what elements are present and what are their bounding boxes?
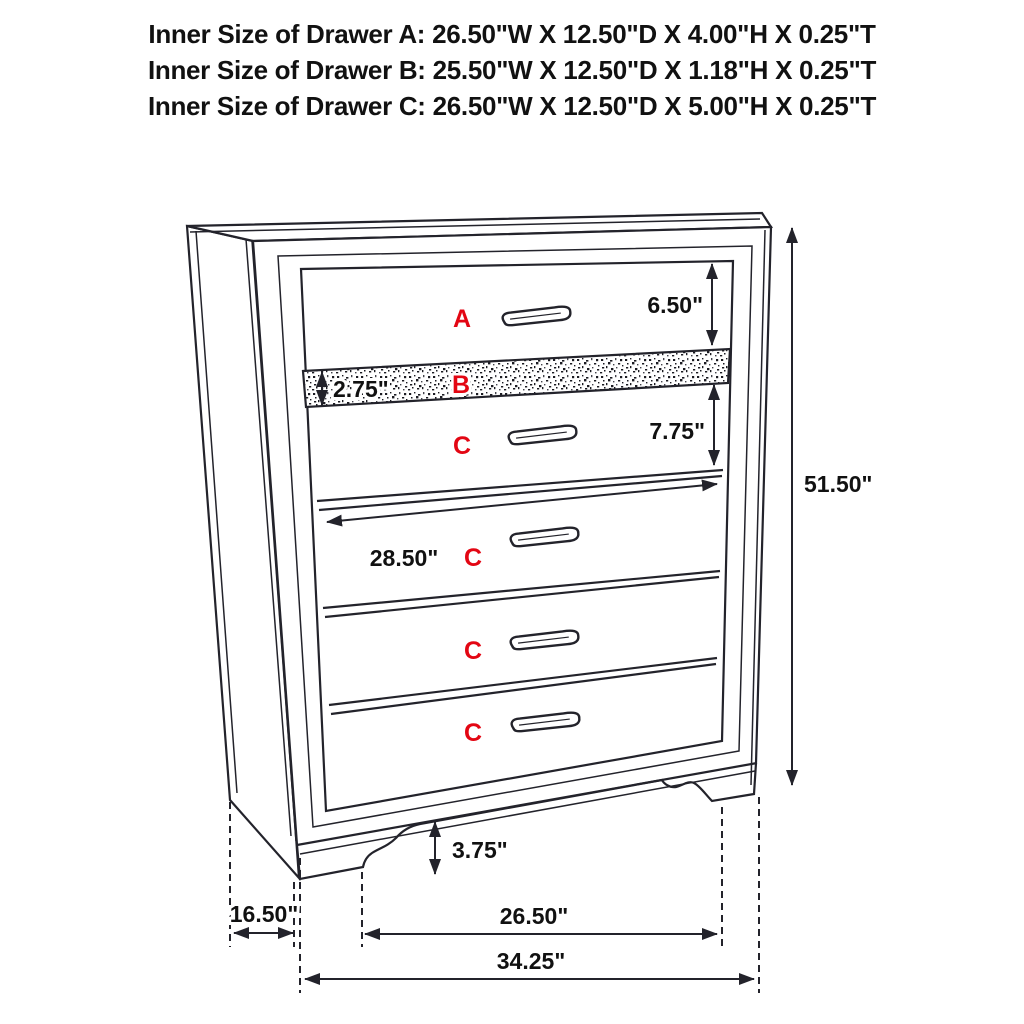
drawer-a-label: A: [452, 305, 472, 333]
dim-interior-width-label: 28.50": [369, 545, 439, 571]
dim-drawer-opening-width-label: 26.50": [499, 903, 569, 929]
dim-overall-width-label: 34.25": [496, 948, 566, 974]
dim-drawer-b-height-label: 2.75": [333, 376, 389, 402]
dim-overall-width: [305, 948, 754, 979]
dim-drawer-c-height-label: 7.75": [649, 418, 705, 444]
dim-side-depth: [230, 901, 298, 933]
dim-overall-height-label: 51.50": [804, 471, 873, 497]
dim-foot-height-label: 3.75": [452, 837, 508, 863]
inner-size-line-b: Inner Size of Drawer B: 25.50"W X 12.50"D X 1.18"H X 0.25"T: [147, 55, 877, 85]
drawer-c4-label: C: [463, 719, 483, 747]
dim-foot-height: [435, 822, 508, 874]
dim-drawer-a-height-label: 6.50": [647, 292, 703, 318]
drawer-c1-label: C: [452, 432, 472, 460]
dim-drawer-opening-width: [365, 903, 717, 934]
drawer-b-label: B: [451, 371, 471, 399]
drawer-c2-label: C: [463, 544, 483, 572]
drawer-c3-label: C: [463, 637, 483, 665]
inner-size-line-c: Inner Size of Drawer C: 26.50"W X 12.50"D X 5.00"H X 0.25"T: [147, 91, 877, 121]
dim-side-depth-label: 16.50": [229, 901, 299, 927]
dim-overall-height: [792, 228, 872, 785]
inner-size-line-a: Inner Size of Drawer A: 26.50"W X 12.50"D X 4.00"H X 0.25"T: [148, 19, 876, 49]
